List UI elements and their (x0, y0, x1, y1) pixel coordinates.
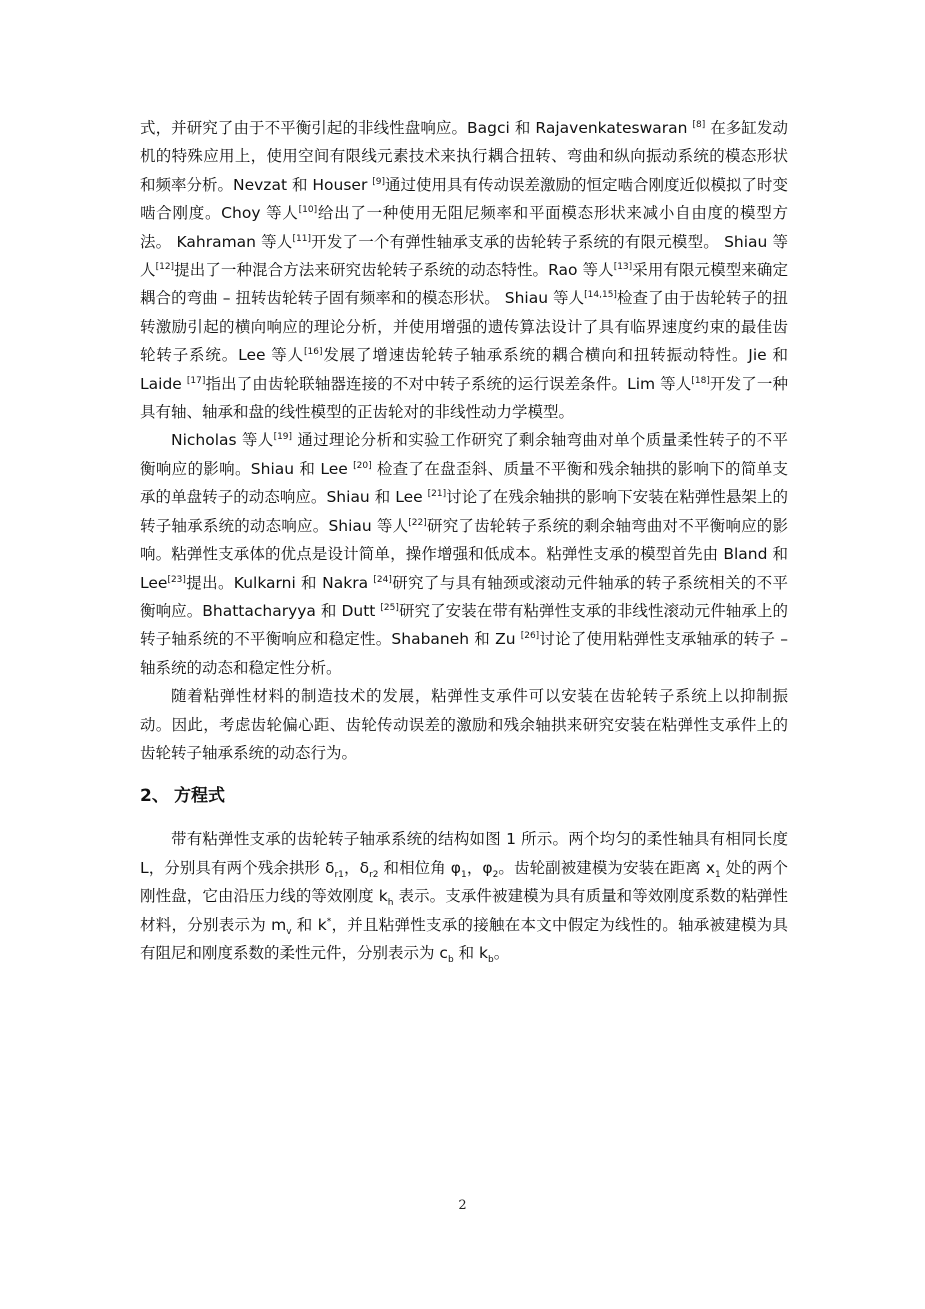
citation-21: [21] (427, 489, 447, 500)
citation-23: [23] (167, 574, 186, 585)
text-run: 随着粘弹性材料的制造技术的发展，粘弹性支承件可以安装在齿轮转子系统上以抑制振动。因此，考虑齿轮偏心距、齿轮传动误差的激励和残余轴拱来研究安装在粘弹性支承件上的齿轮转子轴承系统的动态行为。 (140, 687, 788, 762)
text-run: 研究了与具有轴颈或滚动元件轴承的转子系统相关的不平衡响应。Bhattacharyya 和 Dutt (140, 573, 788, 620)
citation-8: [8] (692, 119, 706, 130)
paragraph-1 (140, 114, 788, 426)
text-run: ，φ (466, 858, 493, 877)
text-run: 式，并研究了由于不平衡引起的非线性盘响应。Bagci 和 Rajavenkateswaran (140, 119, 693, 137)
citation-13: [13] (613, 261, 633, 272)
text-run: 和相位角 φ (378, 858, 462, 877)
text-run: 发展了增速齿轮转子轴承系统的耦合横向和扭转振动特性。Jie 和 Laide (140, 346, 788, 393)
text-run: 提出了一种混合方法来研究齿轮转子系统的动态特性。Rao 等人 (174, 261, 614, 280)
citation-9: [9] (372, 176, 385, 187)
paragraph-4 (140, 825, 788, 967)
text-run: Nicholas 等人 (171, 431, 274, 450)
citation-19: [19] (273, 432, 293, 443)
subscript: b (447, 955, 454, 966)
citation-24: [24] (373, 574, 392, 585)
section-title: 方程式 (174, 786, 225, 807)
text-run: 给出了一种使用无阻尼频率和平面模态形状来减小自由度的模型方法。 Kahraman 等人 (140, 204, 788, 251)
citation-17: [17] (186, 375, 206, 386)
text-run: 。 (493, 943, 510, 962)
subscript: r2 (369, 869, 379, 880)
citation-25: [25] (380, 602, 399, 613)
subscript: 2 (492, 869, 499, 880)
text-run: 处的两个刚性盘，它由沿压力线的等效刚度 k (140, 858, 788, 906)
citation-18: [18] (691, 375, 710, 386)
subscript: r1 (334, 869, 344, 880)
text-run: 。齿轮副被建模为安装在距离 x (498, 858, 716, 877)
citation-20: [20] (353, 460, 372, 471)
text-run: ，并且粘弹性支承的接触在本文中假定为线性的。轴承被建模为具有阻尼和刚度系数的柔性元件，分别表示为 c (140, 915, 788, 962)
citation-16: [16] (303, 347, 323, 358)
section-number: 2、 (140, 786, 169, 807)
paragraph-2 (140, 426, 788, 682)
subscript: 1 (715, 869, 721, 880)
citation-22: [22] (408, 517, 427, 528)
citation-12: [12] (155, 261, 175, 272)
paragraph-3 (140, 682, 788, 767)
text-run: 研究了安装在带有粘弹性支承的非线性滚动元件轴承上的转子轴系统的不平衡响应和稳定性。Shabaneh 和 Zu (140, 601, 788, 649)
citation-10: [10] (298, 205, 318, 216)
subscript: b (488, 955, 494, 966)
text-run: 采用有限元模型来确定耦合的弯曲 – 扭转齿轮转子固有频率和的模态形状。 Shiau 等人 (140, 261, 788, 308)
text-run: 讨论了在残余轴拱的影响下安装在粘弹性悬架上的转子轴承系统的动态响应。Shiau 等人 (140, 488, 788, 535)
text-run: 讨论了使用粘弹性支承轴承的转子 – 轴系统的动态和稳定性分析。 (140, 630, 789, 677)
text-run: 检查了在盘歪斜、质量不平衡和残余轴拱的影响下的简单支承的单盘转子的动态响应。Shiau 和 Lee (140, 459, 788, 507)
text-run: 在多缸发动机的特殊应用上，使用空间有限线元素技术来执行耦合扭转、弯曲和纵向振动系统的模态形状和频率分析。Nevzat 和 Houser (140, 119, 788, 194)
citation-14-15: [14,15] (584, 290, 617, 301)
text-run: ，δ (343, 858, 370, 877)
text-run: 和 k (291, 915, 327, 934)
page-number: 2 (458, 1198, 467, 1213)
text-run: 指出了由齿轮联轴器连接的不对中转子系统的运行误差条件。Lim 等人 (205, 374, 692, 393)
text-run: 提出。Kulkarni 和 Nakra (185, 573, 374, 592)
text-run: 表示。支承件被建模为具有质量和等效刚度系数的粘弹性材料，分别表示为 m (140, 887, 788, 934)
text-run: 开发了一个有弹性轴承支承的齿轮转子系统的有限元模型。 Shiau 等人 (140, 232, 788, 280)
text-run: 通过使用具有传动误差激励的恒定啮合刚度近似模拟了时变啮合刚度。Choy 等人 (140, 175, 789, 223)
citation-26: [26] (520, 631, 540, 642)
section-heading (140, 781, 788, 811)
text-run: 检查了由于齿轮转子的扭转激励引起的横向响应的理论分析，并使用增强的遗传算法设计了具有临界速度约束的最佳齿轮转子系统。Lee 等人 (140, 289, 788, 365)
citation-11: [11] (292, 233, 311, 244)
subscript: 1 (461, 869, 467, 880)
text-run: 通过理论分析和实验工作研究了剩余轴弯曲对单个质量柔性转子的不平衡响应的影响。Shiau 和 Lee (140, 431, 788, 478)
text-run: 研究了齿轮转子系统的剩余轴弯曲对不平衡响应的影响。粘弹性支承体的优点是设计简单，操作增强和低成本。粘弹性支承的模型首先由 Bland 和 Lee (140, 516, 788, 592)
document-body (140, 114, 788, 967)
superscript: * (326, 916, 332, 927)
text-run: 开发了一种具有轴、轴承和盘的线性模型的正齿轮对的非线性动力学模型。 (140, 374, 788, 422)
text-run: 带有粘弹性支承的齿轮转子轴承系统的结构如图 1 所示。两个均匀的柔性轴具有相同长度 L，分别具有两个残余拱形 δ (140, 830, 788, 877)
subscript: h (387, 898, 394, 909)
subscript: v (286, 926, 292, 937)
text-run: 和 k (453, 943, 489, 962)
